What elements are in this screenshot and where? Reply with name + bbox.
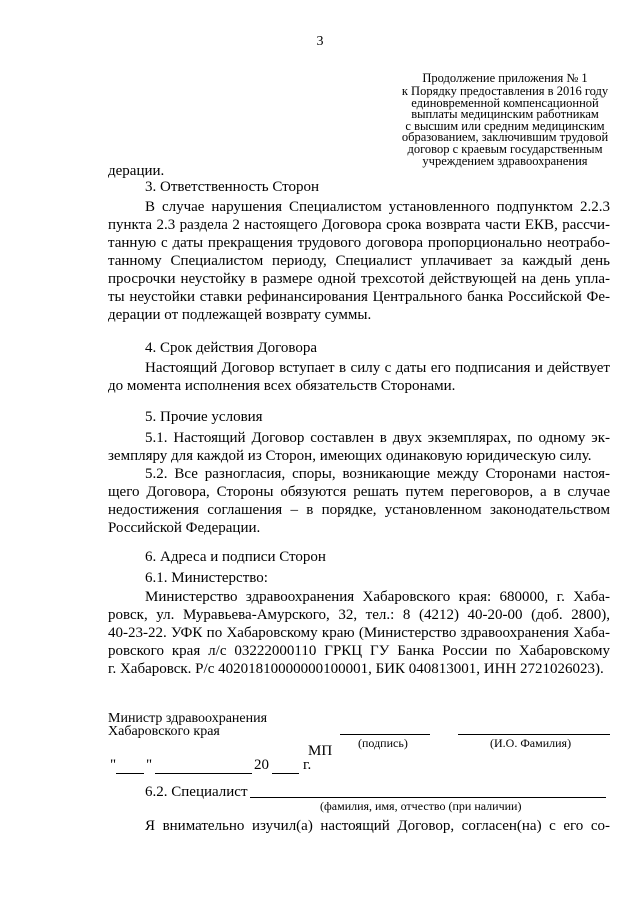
text-line: Я внимательно изучил(а) настоящий Договор, согласен(на) с его со- xyxy=(145,818,610,834)
text-line: ровск, ул. Муравьева-Амурского, 32, тел.: 8 (4212) 40-20-00 (доб. 2800), xyxy=(108,607,610,623)
section-title: 6. Адреса и подписи Сторон xyxy=(145,549,326,565)
signatory-role-line1: Министр здравоохранения xyxy=(108,711,268,726)
text-line: Российской Федерации. xyxy=(108,520,261,536)
header-line: Продолжение приложения № 1 xyxy=(422,71,588,85)
header-line: единовременной компенсационной xyxy=(411,95,599,110)
text-line: земпляру для каждой из Сторон, имеющих одинаковую юридическую силу. xyxy=(108,448,592,464)
specialist-label: 6.2. Специалист xyxy=(145,784,248,800)
document-page: 3 Продолжение приложения № 1 к Порядку предоставления в 2016 году единовременной компенсационной выплаты медицинским работникам с высшим или средним медицинским образованием, заключившим трудовой договор с краевым государственным учреждением здравоохранения дерации. 3. Ответственность Сторон В случае нарушения Специалистом установленного подпунктом 2.2.3 пункта 2.3 раздела 2 настоящего Договора срока возврата части ЕКВ, рассчи- танную с даты прекращения трудового договора пропорционально неотрабо- танному Специалистом периоду, Специалист уплачивает за каждый день просрочки неустойку в размере одной трехсотой действующей на день упла- ты неустойки ставки рефинансирования Центрального банка Российской Фе- дерации от подлежащей возврату суммы. 4. Срок действия Договора Настоящий Договор вступает в силу с даты его подписания и действует до момента исполнения всех обязательств Сторонами. 5. Прочие условия 5.1. Настоящий Договор составлен в двух экземплярах, по одному эк- земпляру для каждой из Сторон, имеющих одинаковую юридическую силу. 5.2. Все разногласия, споры, возникающие между Сторонами настоя- щего Договора, Стороны обязуются решать путем переговоров, а в случае недостижения соглашения – в порядке, установленном законодательством Российской Федерации. 6. Адреса и подписи Сторон 6.1. Министерство: Министерство здравоохранения Хабаровского края: 680000, г. Хаба- ровск, ул. Муравьева-Амурского, 32, тел.: 8 (4212) 40-20-00 (доб. 2800), 40-23-22. УФК по Хабаровскому краю (Министерство здравоохранения Хаба- ровского края л/с 03222000110 ГРКЦ ГУ Банка России по Хабаровскому г. Хабаровск. Р/с 40201810000000100001, БИК 040813001, ИНН 2721026023). Министр здравоохранения Хабаровского края (подпись) (И.О. Фамилия) МП " " 20 г. 6.2. Специалист (фамилия, имя, отчество (при наличии) Я внимательно изучил(а) настоящий Договор, согласен(на) с его со- xyxy=(0,0,640,905)
name-caption: (И.О. Фамилия) xyxy=(490,736,572,750)
signature-caption: (подпись) xyxy=(358,736,408,750)
header-line: договор с краевым государственным xyxy=(407,142,603,156)
signature-line xyxy=(340,734,430,735)
text-line: просрочки неустойку в размере одной трехсотой действующей на день упла- xyxy=(108,271,610,287)
header-line: к Порядку предоставления в 2016 году xyxy=(401,84,609,98)
text-line: дерации от подлежащей возврату суммы. xyxy=(108,307,372,323)
signatory-role-line2: Хабаровского края xyxy=(108,724,220,739)
page-number: 3 xyxy=(316,34,324,49)
specialist-name-line xyxy=(250,797,606,798)
text-line: Настоящий Договор вступает в силу с даты его подписания и действует xyxy=(145,360,610,376)
text-line: 5.1. Настоящий Договор составлен в двух экземплярах, по одному эк- xyxy=(145,430,610,446)
text-line: 6.1. Министерство: xyxy=(145,570,268,586)
section-title: 3. Ответственность Сторон xyxy=(145,179,320,195)
section-title: 5. Прочие условия xyxy=(145,409,263,425)
specialist-caption: (фамилия, имя, отчество (при наличии) xyxy=(320,799,522,813)
text-line: Министерство здравоохранения Хабаровского края: 680000, г. Хаба- xyxy=(145,589,610,605)
header-line: с высшим или средним медицинским xyxy=(405,118,605,133)
text-line: 5.2. Все разногласия, споры, возникающие между Сторонами настоя- xyxy=(145,466,610,482)
section-title: 4. Срок действия Договора xyxy=(145,340,317,356)
stamp-label: МП xyxy=(308,743,333,759)
text-line: В случае нарушения Специалистом установленного подпунктом 2.2.3 xyxy=(145,199,610,215)
text-line: танному Специалистом периоду, Специалист уплачивает за каждый день xyxy=(108,253,610,269)
name-line xyxy=(458,734,610,735)
text-line: 40-23-22. УФК по Хабаровскому краю (Министерство здравоохранения Хаба- xyxy=(108,625,610,641)
text-line: дерации. xyxy=(108,163,165,179)
header-line: выплаты медицинским работникам xyxy=(411,107,599,122)
text-line: пункта 2.3 раздела 2 настоящего Договора срока возврата части ЕКВ, рассчи- xyxy=(108,217,610,233)
text-line: танную с даты прекращения трудового договора пропорционально неотрабо- xyxy=(108,235,610,251)
text-line: ровского края л/с 03222000110 ГРКЦ ГУ Банка России по Хабаровскому xyxy=(108,643,610,659)
header-line: образованием, заключившим трудовой xyxy=(401,130,609,145)
text-line: до момента исполнения всех обязательств Сторонами. xyxy=(108,378,456,394)
text-line: ты неустойки ставки рефинансирования Центрального банка Российской Фе- xyxy=(108,289,610,305)
header-line: учреждением здравоохранения xyxy=(422,153,588,168)
text-line: недостижения соглашения – в порядке, установленном законодательством xyxy=(108,502,610,518)
text-line: г. Хабаровск. Р/с 40201810000000100001, БИК 040813001, ИНН 2721026023). xyxy=(108,661,604,677)
text-line: щего Договора, Стороны обязуются решать путем переговоров, а в случае xyxy=(108,484,610,500)
